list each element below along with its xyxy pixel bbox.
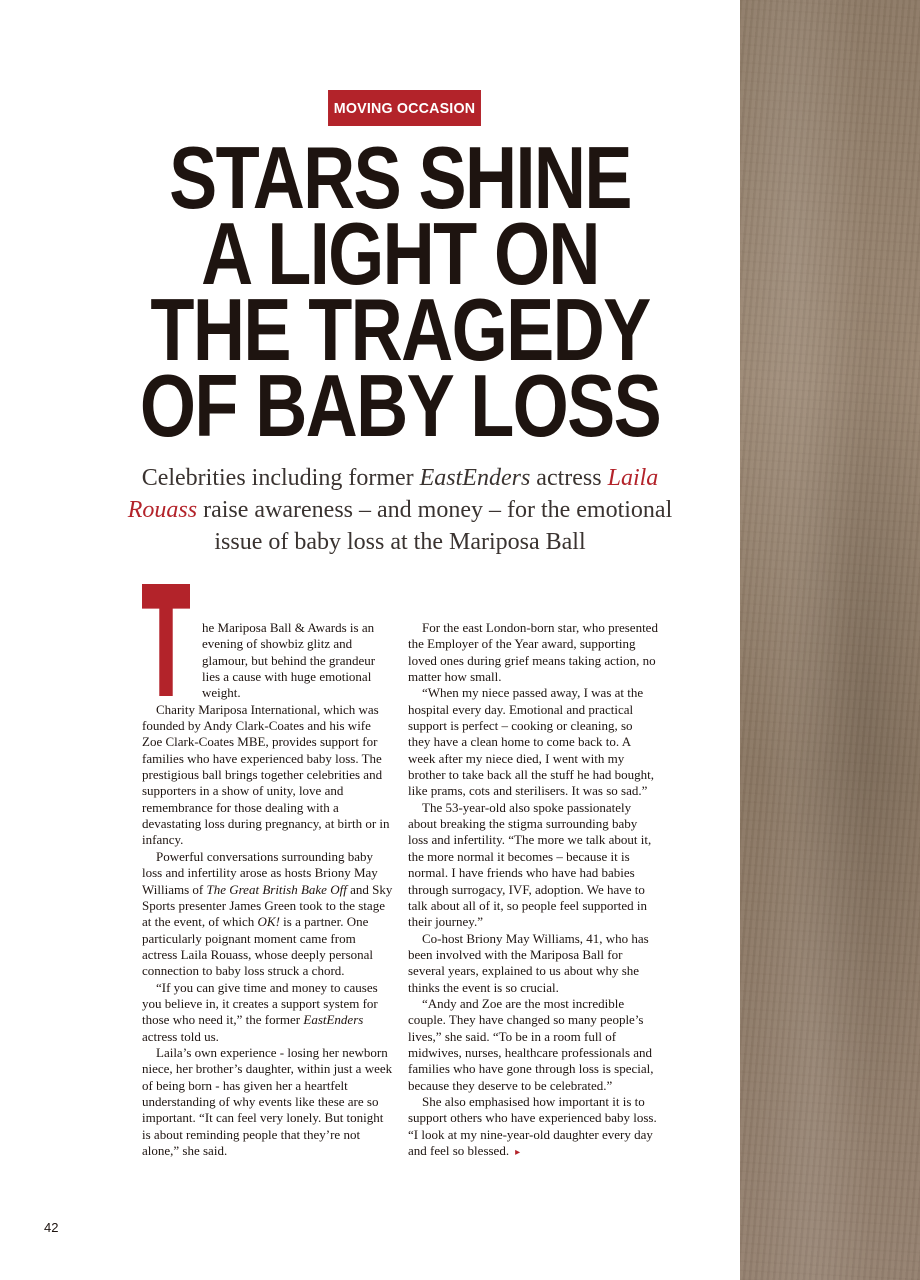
standfirst-celebrity-name: Laila Rouass [127, 465, 659, 523]
show-title: The Great British Bake Off [206, 881, 347, 897]
continued-arrow-icon: ▸ [515, 1147, 521, 1158]
standfirst-text-1: Celebrities including former [141, 465, 420, 491]
magazine-title: OK! [257, 914, 280, 930]
standfirst-show-title: EastEnders [419, 465, 531, 491]
headline-line-4: OF BABY LOSS [139, 356, 661, 455]
stone-texture-border [740, 0, 920, 1280]
paragraph: The 53-year-old also spoke passionately about breaking the stigma surrounding baby loss and infertility. “The more we talk about it, the more normal it becomes – because it is normal. I have friends who have had babies through surrogacy, IVF, adoption. We have to talk about all of it, so people feel supported in their journey.” [408, 799, 652, 930]
standfirst-text-2: actress [530, 465, 608, 491]
paragraph: Powerful conversations surrounding baby loss and infertility arose as hosts Briony May Williams of The Great British Bake Off and Sky Sports presenter James Green took to the stage at the event, of which OK! is a partner. One particularly poignant moment came from actress Laila Rouass, whose deeply personal connection to baby loss struck a chord. [142, 848, 393, 979]
paragraph: “If you can give time and money to causes you believe in, it creates a support system for those who need it,” the former EastEnders actress told us. [142, 979, 378, 1044]
kicker-label: MOVING OCCASION [333, 99, 476, 117]
paragraph: Laila’s own experience - losing her newborn niece, her brother’s daughter, within just a week of being born - has given her a heartfelt understanding of why events like these are so important. “It can feel very lonely. But tonight is about reminding people that they’re not alone,” she said. [142, 1044, 393, 1158]
paragraph: Charity Mariposa International, which was founded by Andy Clark-Coates and his wife Zoe Clark-Coates MBE, provides support for families who have experienced baby loss. The prestigious ball brings together celebrities and supporters in a show of unity, love and remembrance for those dealing with a devastating loss during pregnancy, at birth or in infancy. [142, 701, 390, 848]
page-number: 42 [44, 1220, 59, 1235]
article-column-left [142, 620, 394, 1159]
paragraph: Co-host Briony May Williams, 41, who has been involved with the Mariposa Ball for several years, explained to us about why she thinks the event is so crucial. [408, 930, 649, 995]
headline-line-3: THE TRAGEDY [150, 280, 650, 379]
paragraph: For the east London-born star, who presented the Employer of the Year award, supporting loved ones during grief means taking action, no matter how small. [408, 620, 658, 685]
article-column-right [408, 620, 658, 1161]
paragraph: “When my niece passed away, I was at the hospital every day. Emotional and practical support is perfect – cooking or cleaning, so they have a clean home to come back to. A week after my niece died, I went with my brother to take back all the stuff he had bought, like prams, cots and sterilisers. It was so sad.” [408, 685, 654, 799]
paragraph: “Andy and Zoe are the most incredible couple. They have changed so many people’s lives,” she said. “To be in a room full of midwives, nurses, healthcare professionals and families who have gone through loss is special, because they deserve to be celebrated.” [408, 995, 654, 1093]
headline [80, 128, 720, 455]
headline-line-2: A LIGHT ON [201, 204, 599, 303]
paragraph-intro: he Mariposa Ball & Awards is an evening of showbiz glitz and glamour, but behind the grandeur lies a cause with huge emotional weight. [202, 620, 376, 701]
kicker-badge [328, 90, 481, 126]
standfirst [120, 462, 680, 558]
paragraph: She also emphasised how important it is to support others who have experienced baby loss. “I look at my nine-year-old daughter every day and feel so blessed. ▸ [408, 1093, 657, 1158]
headline-line-1: STARS SHINE [169, 128, 631, 227]
show-title: EastEnders [303, 1012, 364, 1028]
standfirst-text-3: raise awareness – and money – for the emotional issue of baby loss at the Mariposa Ball [197, 497, 673, 555]
